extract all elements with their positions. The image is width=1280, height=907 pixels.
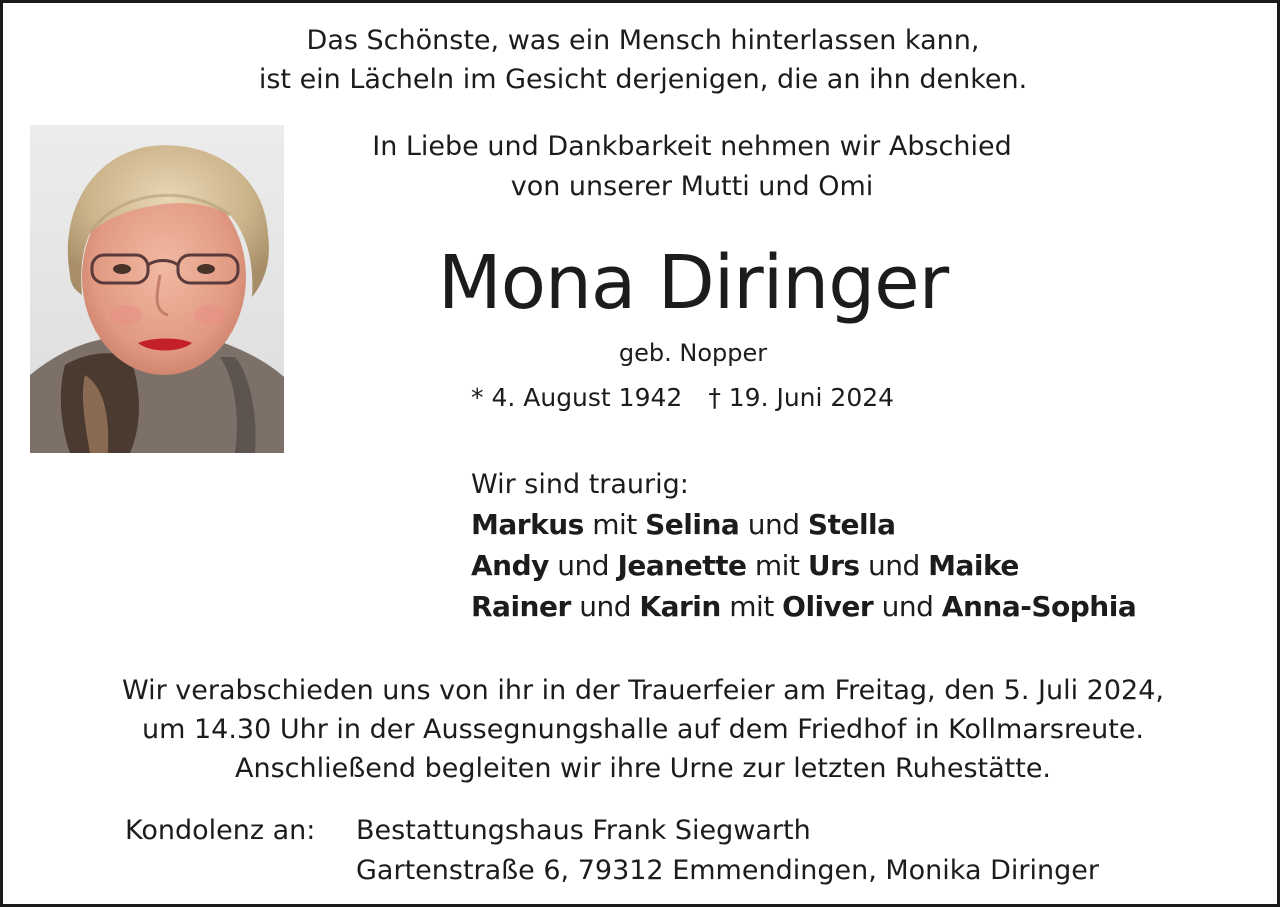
condolence-address-line-2: Gartenstraße 6, 79312 Emmendingen, Monika Diringer bbox=[356, 855, 1099, 886]
mourner-name: Andy bbox=[471, 549, 549, 582]
condolence-label: Kondolenz an: bbox=[125, 815, 316, 846]
deceased-name: Mona Diringer bbox=[437, 240, 949, 326]
intro-line-2: von unserer Mutti und Omi bbox=[510, 171, 874, 202]
connector-text: und bbox=[873, 590, 942, 623]
mourner-name: Rainer bbox=[471, 590, 571, 623]
mourners-heading: Wir sind traurig: bbox=[471, 469, 689, 500]
intro-line-1: In Liebe und Dankbarkeit nehmen wir Abschied bbox=[372, 131, 1012, 162]
mourner-name: Maike bbox=[928, 549, 1019, 582]
mourner-name: Urs bbox=[807, 549, 860, 582]
connector-text: und bbox=[548, 549, 618, 582]
portrait-photo bbox=[30, 125, 284, 453]
mourner-name: Jeanette bbox=[617, 549, 747, 582]
connector-text: mit bbox=[720, 590, 783, 623]
mourner-name: Stella bbox=[807, 508, 896, 541]
condolence-address-line-1: Bestattungshaus Frank Siegwarth bbox=[356, 815, 811, 846]
connector-text: und bbox=[570, 590, 640, 623]
mourner-name: Karin bbox=[639, 590, 721, 623]
mourner-name: Selina bbox=[645, 508, 740, 541]
ceremony-line-1: Wir verabschieden uns von ihr in der Trauerfeier am Freitag, den 5. Juli 2024, bbox=[122, 675, 1164, 706]
connector-text: mit bbox=[746, 549, 808, 582]
born-name: geb. Nopper bbox=[618, 339, 768, 367]
ceremony-line-2: um 14.30 Uhr in der Aussegnungshalle auf dem Friedhof in Kollmarsreute. bbox=[141, 714, 1145, 745]
connector-text: und bbox=[859, 549, 929, 582]
connector-text: mit bbox=[583, 508, 646, 541]
mourner-name: Markus bbox=[471, 508, 584, 541]
quote-line-2: ist ein Lächeln im Gesicht derjenigen, die an ihn denken. bbox=[258, 64, 1028, 95]
quote-line-1: Das Schönste, was ein Mensch hinterlassen kann, bbox=[306, 25, 980, 56]
family-line bbox=[471, 508, 896, 542]
life-dates bbox=[471, 383, 894, 413]
connector-text: und bbox=[739, 508, 808, 541]
mourner-name: Anna-Sophia bbox=[941, 590, 1137, 623]
family-line bbox=[471, 549, 1019, 583]
ceremony-line-3: Anschließend begleiten wir ihre Urne zur letzten Ruhestätte. bbox=[234, 753, 1052, 784]
family-line bbox=[471, 590, 1136, 624]
birth-date: * 4. August 1942 bbox=[471, 383, 683, 412]
mourner-name: Oliver bbox=[782, 590, 874, 623]
death-date: † 19. Juni 2024 bbox=[708, 383, 895, 412]
